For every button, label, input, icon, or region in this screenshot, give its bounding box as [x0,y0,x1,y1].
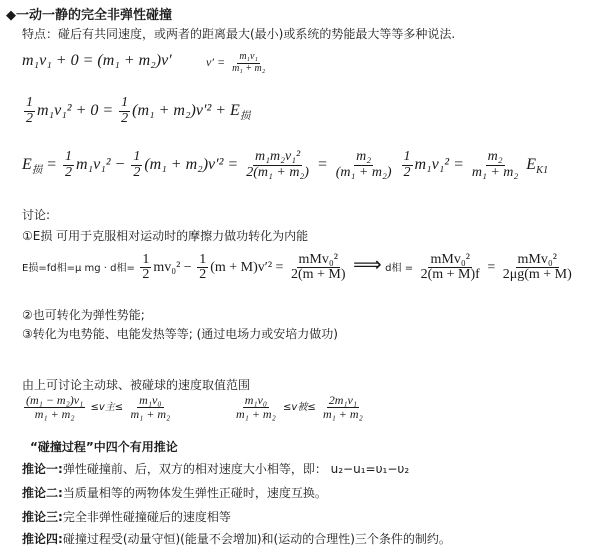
inference-text: 完全非弹性碰撞碰后的速度相等 [62,510,231,524]
eq4-d1: 2(m + M) [290,267,346,283]
eq3-b: (m₁ + m₂)v′² = [144,155,239,173]
inference-label: 推论四: [22,532,63,546]
inference-two [22,484,327,501]
feature-line: 特点：碰后有共同速度，或两者的距离最大(最小)或系统的势能最大等等多种说法. [22,27,456,41]
half-den-5: 2 [403,164,411,180]
range-d4: m₁ + m₂ [322,406,363,421]
discussion-label: 讨论: [22,208,51,222]
range-title: 由上可讨论主动球、被碰球的速度取值范围 [22,378,251,392]
passive-ball-range [232,394,367,420]
inference-label: 推论二: [22,486,63,500]
half-num-1: 1 [26,95,33,110]
friction-equation [22,252,576,283]
range-d2: m₁ + m₂ [130,406,171,421]
e-loss-eq: = [46,155,57,173]
inference-text: 当质量相等的两物体发生弹性正碰时，速度互换。 [62,486,327,500]
vprime-numerator: m₁v₁ [239,51,258,62]
momentum-equation [22,52,172,70]
half-den-3: 2 [64,164,72,180]
point-two: ②也可转化为弹性势能; [22,308,145,322]
range-d1: m₁ + m₂ [34,406,75,421]
eq4-mid: d相 = [385,263,414,274]
half-den-2: 2 [121,110,129,126]
section-title [6,4,172,23]
eq4-a: mv₀² − [153,260,192,275]
inference-text: 弹性碰撞前、后，双方的相对速度大小相等，即： u₂−u₁=υ₁−υ₂ [62,462,410,476]
range-d3: m₁ + m₂ [236,406,276,421]
inference-three [22,508,231,525]
eq3-d3: m₁ + m₂ [471,164,519,180]
eq3-c: m₁v₁² = [414,155,464,173]
active-ball-range [22,394,174,420]
eq4-lead: E损=fd相=μ mg · d相= [22,263,135,274]
eq3-tail-sub: K1 [536,165,549,177]
eq4-d2: 2(m + M)f [420,267,480,283]
title-text: 一动一静的完全非弹性碰撞 [16,8,173,23]
half-den-6: 2 [142,267,150,283]
half-den-4: 2 [133,164,141,180]
e-loss-label: E [22,155,32,173]
half-den-1: 2 [26,110,33,126]
loss-subscript: 损 [239,111,251,123]
energy-t1: m₁v₁² + 0 = [37,101,114,119]
eq3-a: m₁v₁² − [75,155,126,173]
inference-one [22,460,409,477]
inference-label: 推论一: [22,462,63,476]
inference-four [22,530,451,547]
range-n2: m₁v₀ [139,393,162,407]
implies-arrow-icon: ⟹ [353,252,382,276]
range-lt1: ≤v主≤ [90,402,124,414]
common-velocity-formula [206,52,269,74]
eq3-n2: m₂ [356,149,372,164]
half-num-4: 1 [133,149,141,164]
eq4-b: (m + M)v′² = [210,260,284,275]
vprime-denominator: m₁ + m₂ [232,62,266,74]
vprime-label: v′ = [206,54,226,69]
energy-loss-equation: $E_损$ = $\frac{1}{2}$ m₁v₁² − $\frac{1}{2}$ (m₁ + m₂)v′² = $\frac{\text{m₁m₂v₁²}}{\text{2(m₁ + m₂)}}$ = $\frac{\text{m₂}}{\text{(m₁ + m₂)}}$ $\frac{1}{2}$ m₁v₁² = $\frac{\text{m₂}}{\text{m₁ + m₂}}$ $E_{K1}$ [22,149,549,180]
energy-t2: (m₁ + m₂)v′² + E [132,101,240,119]
eq4-n3: mMv₀² [517,251,557,267]
point-one: ①E损 可用于克服相对运动时的摩擦力做功转化为内能 [22,229,309,243]
half-num-2: 1 [121,95,129,110]
eq3-n1: m₁m₂v₁² [254,149,301,164]
eq3-d1: 2(m₁ + m₂) [246,164,309,180]
range-n3: m₁v₀ [244,393,268,407]
half-den-7: 2 [199,267,207,283]
half-num-7: 1 [199,251,207,267]
momentum-lhs: m₁v₁ + 0 = (m₁ + m₂)v′ [22,52,172,69]
energy-equation [22,96,250,126]
eq4-n1: mMv₀² [298,251,338,267]
useful-title: “碰撞过程”中四个有用推论 [30,440,178,454]
eq3-d2: (m₁ + m₂) [335,164,392,180]
inference-text: 碰撞过程受(动量守恒)(能量不会增加)和(运动的合理性)三个条件的制约。 [62,532,451,546]
half-num-5: 1 [403,149,411,164]
eq4-eq: = [487,260,496,275]
half-num-3: 1 [64,149,72,164]
range-lt2: ≤v被≤ [283,402,316,414]
e-loss-sub: 损 [31,165,43,177]
point-three: ③转化为电势能、电能发热等等; (通过电场力或安培力做功) [22,327,338,341]
eq3-tail: E [526,155,537,173]
eq4-n2: mMv₀² [430,251,470,267]
eq4-d3: 2μg(m + M) [502,267,572,283]
range-n4: 2m₁v₁ [328,393,358,407]
diamond-bullet-icon: ◆ [6,8,16,23]
eq3-n3: m₂ [487,149,503,164]
range-n1: (m₁ − m₂)v₁ [26,393,84,407]
half-num-6: 1 [142,251,150,267]
inference-label: 推论三: [22,510,63,524]
